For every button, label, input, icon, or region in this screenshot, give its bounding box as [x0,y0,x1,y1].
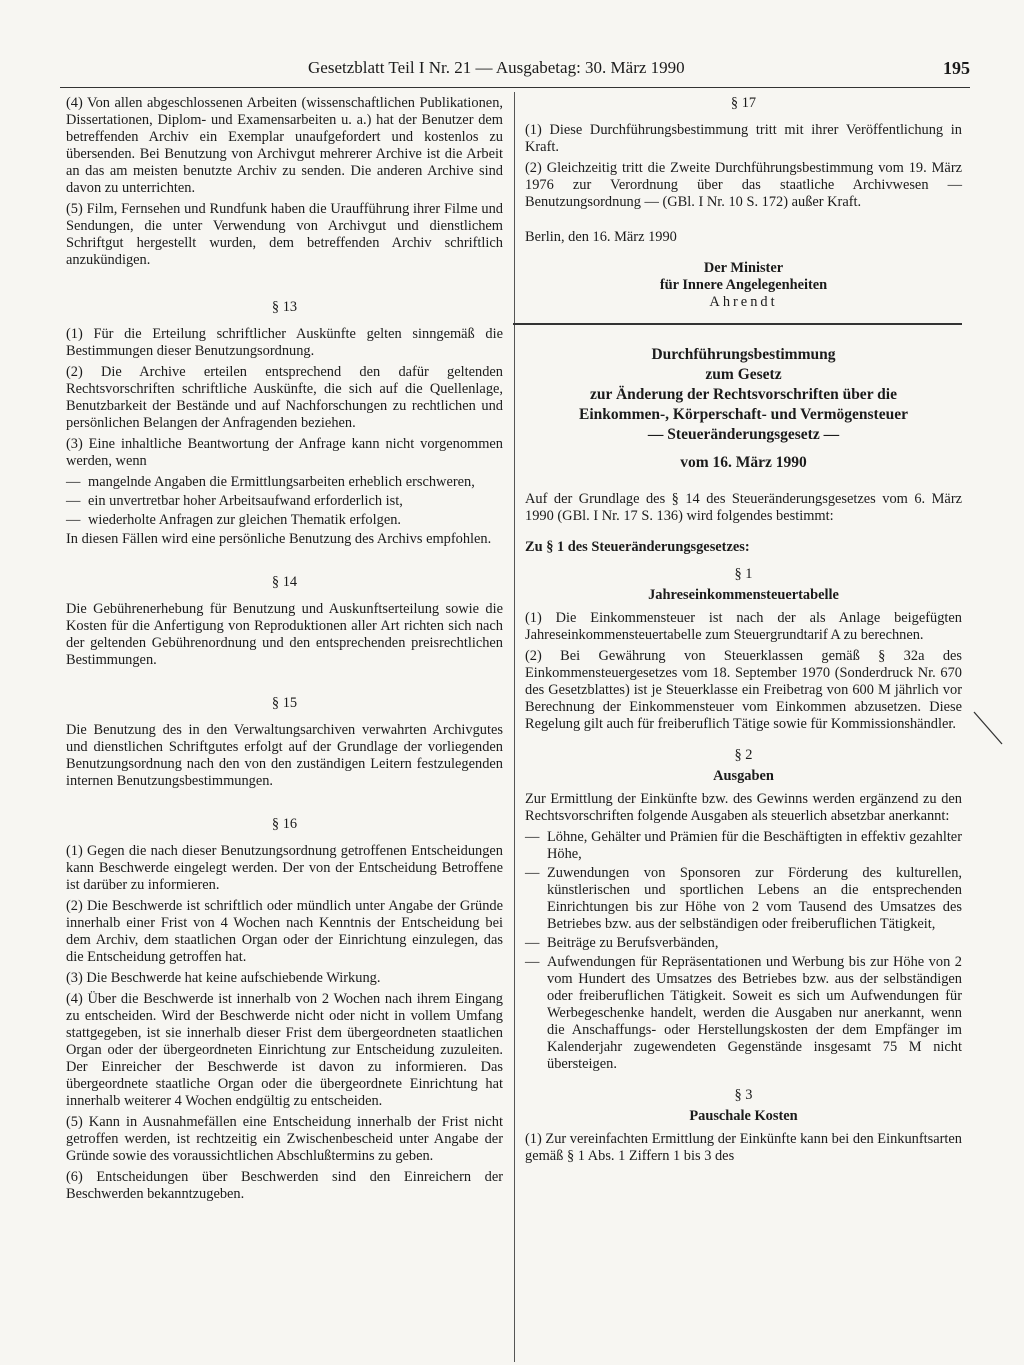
dash-bullet: — [525,935,540,951]
column-divider [514,92,515,1362]
paragraph-13-3-end: In diesen Fällen wird eine persönliche Benutzung des Archivs empfohlen. [66,531,492,547]
list-item-text: ein unvertretbar hoher Arbeitsaufwand erforderlich ist, [88,493,403,509]
paragraph-16-6: (6) Entscheidungen über Beschwerden sind den Einreichern der Beschwerden bekanntzugeben. [66,1169,503,1202]
intro-paragraph: Auf der Grundlage des § 14 des Steueränderungsgesetzes vom 6. März 1990 (GBl. I Nr. 17 S. 136) wird folgendes bestimmt: [525,491,962,524]
dash-bullet: — [66,512,81,528]
paragraph-16-3: (3) Die Beschwerde hat keine aufschiebende Wirkung. [66,970,381,986]
list-item [66,474,503,491]
place-date: Berlin, den 16. März 1990 [525,229,677,245]
paragraph-1-1: (1) Die Einkommensteuer ist nach der als Anlage beigefügten Jahreseinkommensteuertabelle zum Steuergrundtarif A zu berechnen. [525,610,962,643]
list-item [525,954,962,1073]
list-item [66,512,503,529]
list-item-text: wiederholte Anfragen zur gleichen Thematik erfolgen. [88,512,402,528]
list-item [525,829,962,863]
list-item [66,493,503,510]
section-13-heading: § 13 [271,299,298,315]
margin-pen-mark [972,710,1006,750]
paragraph-16-1: (1) Gegen die nach dieser Benutzungsordnung getroffenen Entscheidungen kann Beschwerde eingelegt werden. Der von der Entscheidung Betroffene ist darüber zu informieren. [66,843,503,893]
dash-bullet: — [525,829,540,845]
signer-name: Ahrendt [709,294,778,310]
section-16-heading: § 16 [271,816,298,832]
header-rule [60,87,970,88]
paragraph-16-5: (5) Kann in Ausnahmefällen eine Entscheidung innerhalb der Frist nicht getroffen werden, ist rechtzeitig ein Zwischenbescheid unter Angabe der Gründe sowie des voraussichtlichen Abschlußtermins zu geben. [66,1114,503,1164]
dash-bullet: — [66,474,81,490]
section-17-heading: § 17 [730,95,757,111]
paragraph-14: Die Gebührenerhebung für Benutzung und Auskunftserteilung sowie die Kosten für die Anfertigung von Reproduktionen aller Art richten sich nach der geltenden Gebührenordnung und den entsprechenden preisrechtlichen Bestimmungen. [66,601,503,668]
page-number: 195 [943,58,970,78]
list-item [525,865,962,933]
doc-title-line-4: Einkommen-, Körperschaft- und Vermögensteuer [579,406,908,423]
paragraph-2-intro: Zur Ermittlung der Einkünfte bzw. des Gewinns werden ergänzend zu den Rechtsvorschriften folgende Ausgaben als steuerlich absetzbar anerkannt: [525,791,962,824]
list-item-text: Zuwendungen von Sponsoren zur Förderung des kulturellen, künstlerischen und sportlichen Lebens an die entsprechenden Einrichtungen bis zur Höhe von 2 vom Tausend des Umsatzes des Betriebes bzw. aus der selbständigen oder freiberuflichen Tätigkeit, [547,865,962,932]
header-title: Gesetzblatt Teil I Nr. 21 — Ausgabetag: 30. März 1990 [308,58,685,77]
paragraph-13-3: (3) Eine inhaltliche Beantwortung der Anfrage kann nicht vorgenommen werden, wenn [66,436,503,469]
paragraph-12-4: (4) Von allen abgeschlossenen Arbeiten (wissenschaftlichen Publikationen, Dissertationen, Diplom- und Examensarbeiten u. a.) hat der Benutzer dem betreffenden Archiv ein Exemplar unaufgefordert und kostenlos zu übersenden. Bei Benutzung von Archivgut mehrerer Archive ist die Arbeit an das am meisten benutzte Archiv zu senden. Die anderen Archive sind davon zu unterrichten. [66,95,503,196]
left-column [66,95,503,1207]
paragraph-16-2: (2) Die Beschwerde ist schriftlich oder mündlich unter Angabe der Gründe innerhalb einer Frist von 4 Wochen nach Kenntnis der Entscheidung bei dem Archiv, dem staatlichen Organ oder der Einrichtung einzulegen, das die Entscheidung getroffen hat. [66,898,503,965]
list-item-text: Aufwendungen für Repräsentationen und Werbung bis zur Höhe von 2 vom Hundert des Umsatzes des Betriebes bzw. aus der selbständigen oder freiberuflichen Tätigkeit. Soweit es sich um Aufwendungen für Werbegeschenke handelt, werden die Ausgaben nur anerkannt, wenn die Anschaffungs- oder Herstellungskosten der dem Empfänger im Kalenderjahr zugewendeten Gegenstände insgesamt 75 M nicht übersteigen. [547,954,962,1072]
doc-title-line-2: zum Gesetz [705,366,782,383]
section-3-heading: § 3 [734,1087,753,1103]
dash-bullet: — [525,954,540,970]
doc-title-date: vom 16. März 1990 [680,454,807,471]
doc-title-line-5: — Steueränderungsgesetz — [647,426,840,443]
section-14-heading: § 14 [271,574,298,590]
paragraph-13-2: (2) Die Archive erteilen entsprechend den dafür geltenden Rechtsvorschriften schriftliche Auskünfte, die sich auf die Quellenlage, Benutzbarkeit der Bestände und auf Nachforschungen zu rechtlichen und persönlichen Belangen der Anfragenden beziehen. [66,364,503,431]
list-item-text: mangelnde Angaben die Ermittlungsarbeiten erheblich erschweren, [88,474,475,490]
dash-bullet: — [66,493,81,509]
signer-title-1: Der Minister [703,260,784,276]
paragraph-12-5: (5) Film, Fernsehen und Rundfunk haben die Uraufführung ihrer Filme und Sendungen, die unter Verwendung von Archivgut und dienstlichem Schriftgut hergestellt wurden, dem betreffenden Archiv schriftlich anzukündigen. [66,201,503,268]
paragraph-1-2: (2) Bei Gewährung von Steuerklassen gemäß § 32a des Einkommensteuergesetzes vom 18. September 1970 (Sonderdruck Nr. 670 des Gesetzblattes) ist je Steuerklasse ein Freibetrag von 600 M jährlich vor Berechnung der Einkommensteuer vom Einkommen abzusetzen. Diese Regelung gilt auch für freiberuflich Tätige sowie für Kommissionshändler. [525,648,962,732]
section-15-heading: § 15 [271,695,298,711]
signer-title-2: für Innere Angelegenheiten [659,277,828,293]
paragraph-17-1: (1) Diese Durchführungsbestimmung tritt mit ihrer Veröffentlichung in Kraft. [525,122,962,155]
page-header [60,48,970,88]
list-item [525,935,962,952]
zu-section-1: Zu § 1 des Steueränderungsgesetzes: [525,539,750,555]
right-column [525,95,962,1169]
list-item-text: Beiträge zu Berufsverbänden, [547,935,719,951]
paragraph-17-2: (2) Gleichzeitig tritt die Zweite Durchführungsbestimmung vom 19. März 1976 zur Verordnung über das staatliche Archivwesen — Benutzungsordnung — (GBl. I Nr. 10 S. 172) außer Kraft. [525,160,962,210]
paragraph-15: Die Benutzung des in den Verwaltungsarchiven verwahrten Archivgutes und dienstlichen Schriftgutes erfolgt auf der Grundlage der vorliegenden Benutzungsordnung nach den von den zuständigen Leitern festzulegenden internen Benutzungsbestimmungen. [66,722,503,789]
list-item-text: Löhne, Gehälter und Prämien für die Beschäftigten in effektiv gezahlter Höhe, [547,829,962,862]
paragraph-16-4: (4) Über die Beschwerde ist innerhalb von 2 Wochen nach ihrem Eingang zu entscheiden. Wird der Beschwerde nicht oder nicht in vollem Umfang stattgegeben, ist sie innerhalb dieser Frist dem übergeordneten staatlichen Organ oder der übergeordneten Einrichtung zur Entscheidung zuzuleiten. Der Einreicher der Beschwerde ist davon zu informieren. Das übergeordnete staatliche Organ oder die übergeordnete Einrichtung hat innerhalb weiterer 4 Wochen endgültig zu entscheiden. [66,991,503,1109]
paragraph-3-1: (1) Zur vereinfachten Ermittlung der Einkünfte kann bei den Einkunftsarten gemäß § 1 Abs. 1 Ziffern 1 bis 3 des [525,1131,962,1164]
section-1-subheading: Jahreseinkommensteuertabelle [648,587,839,603]
section-2-subheading: Ausgaben [713,768,774,784]
paragraph-13-1: (1) Für die Erteilung schriftlicher Auskünfte gelten sinngemäß die Bestimmungen dieser Benutzungsordnung. [66,326,503,359]
section-2-heading: § 2 [734,747,753,763]
dash-bullet: — [525,865,540,881]
section-divider [513,323,962,325]
section-3-subheading: Pauschale Kosten [689,1108,798,1124]
doc-title-line-3: zur Änderung der Rechtsvorschriften über die [590,386,897,403]
doc-title-line-1: Durchführungsbestimmung [651,346,836,363]
section-1-heading: § 1 [734,566,753,582]
